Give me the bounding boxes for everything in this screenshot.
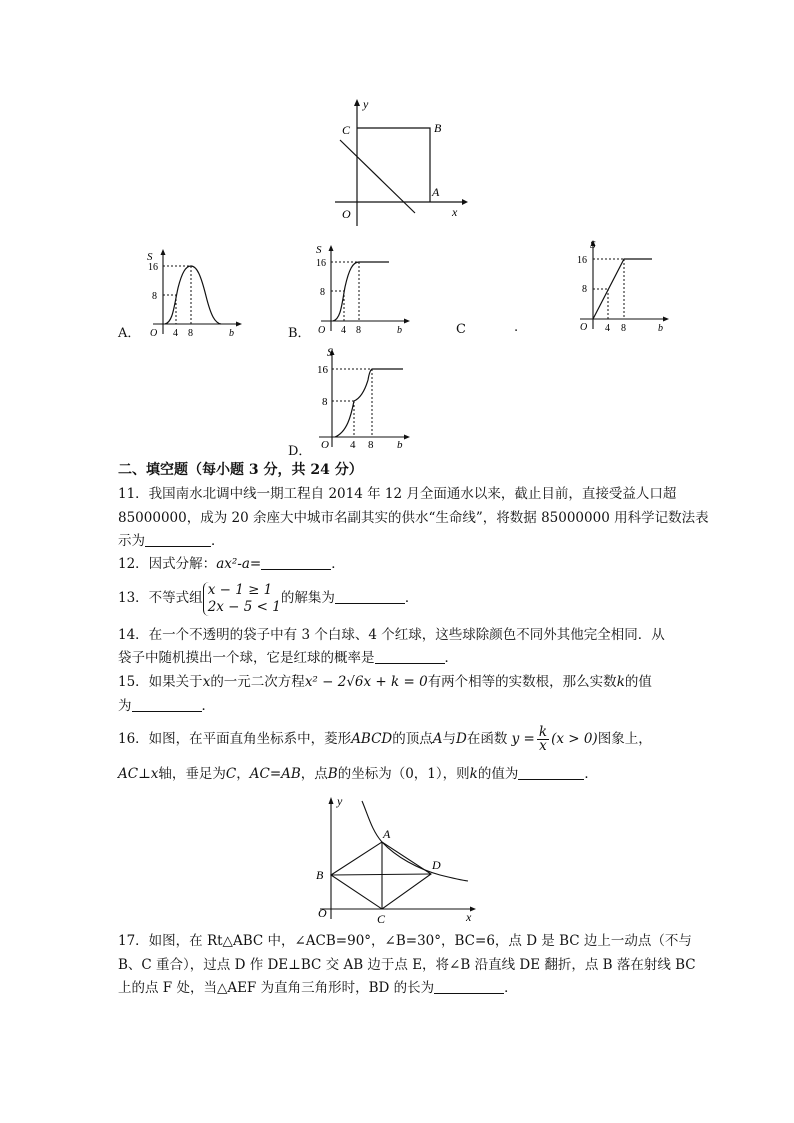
q16-func-y: y = — [511, 731, 535, 747]
top-point-c: C — [342, 123, 351, 137]
q16-l2d: ，点 — [300, 766, 328, 782]
q16-func-num: k — [538, 724, 548, 740]
fig16-a: A — [383, 827, 391, 841]
q15-l1c: 有两个相等的实数根，那么实数 — [427, 674, 617, 690]
q11-line3-text: 示为 — [118, 533, 145, 549]
q14-end: ． — [444, 650, 458, 666]
q11-answer-blank[interactable] — [145, 532, 211, 547]
q14-line2 — [118, 647, 688, 669]
opt-b-8x: 8 — [356, 325, 361, 336]
q15-answer-blank[interactable] — [132, 697, 202, 712]
opt-d-8: 8 — [322, 396, 328, 408]
q14-line2-text: 袋子中随机摸出一个球，它是红球的概率是 — [118, 650, 375, 666]
q17-line3-text: 上的点 F 处，当△AEF 为直角三角形时，BD 的长为 — [118, 980, 435, 996]
q16-line2 — [118, 763, 688, 785]
q16-a: A — [432, 731, 443, 747]
fig16-o: O — [318, 906, 327, 920]
q13-line — [118, 578, 688, 618]
q13-ineq1: x − 1 ≥ 1 — [207, 581, 273, 598]
q16-l2a: AC⊥x — [118, 766, 159, 782]
fig16-x: x — [466, 910, 472, 923]
q17-line3 — [118, 977, 688, 999]
option-a-letter[interactable]: A． — [118, 326, 141, 341]
q16-func-den: x — [539, 738, 547, 754]
top-point-a: A — [432, 185, 440, 199]
q12-line — [118, 553, 688, 575]
opt-b-s: S — [316, 244, 322, 256]
q13-suffix: 的解集为 — [280, 590, 335, 606]
q16-l1a: 16．如图，在平面直角坐标系中，菱形 — [118, 731, 352, 747]
q16-c: C — [225, 766, 237, 782]
opt-c-o: O — [580, 322, 588, 333]
q16-l1b: 的顶点 — [392, 731, 433, 747]
q17-answer-blank[interactable] — [434, 979, 504, 994]
opt-a-b: b — [229, 328, 234, 338]
opt-b-4: 4 — [341, 325, 346, 336]
q16-abcd: ABCD — [351, 731, 393, 747]
q15-equation: x² − 2√6x + k = 0 — [304, 674, 428, 690]
q17-end: ． — [504, 980, 518, 996]
top-figure — [330, 96, 470, 231]
opt-c-4: 4 — [605, 323, 610, 334]
q12-end: ． — [331, 556, 345, 572]
opt-c-b: b — [658, 323, 663, 334]
opt-d-4: 4 — [350, 439, 356, 451]
q16-end: ． — [584, 766, 598, 782]
opt-b-b: b — [397, 325, 402, 336]
opt-d-8x: 8 — [368, 439, 374, 451]
opt-a-4: 4 — [173, 328, 178, 338]
q15-l2: 为 — [118, 698, 132, 714]
option-d-letter[interactable]: D． — [288, 444, 312, 459]
option-c-letter[interactable]: C — [456, 322, 466, 337]
option-c-dot: . — [514, 320, 519, 335]
fig16-d: D — [432, 858, 441, 872]
q16-func-cond: (x > 0) — [551, 731, 598, 747]
q16-l2c: ， — [236, 766, 250, 782]
q17-line1: 17．如图，在 Rt△ABC 中，∠ACB=90°，∠B=30°，BC=6，点 D 是 BC 边上一动点（不与 — [118, 933, 692, 949]
opt-d-b: b — [397, 439, 403, 451]
opt-b-8: 8 — [320, 287, 325, 298]
q14-answer-blank[interactable] — [375, 649, 445, 664]
q11-line3 — [118, 530, 688, 552]
top-origin-label: O — [342, 207, 351, 221]
opt-d-16: 16 — [317, 364, 328, 376]
q14-line1: 14．在一个不透明的袋子中有 3 个白球、4 个红球，这些球除颜色不同外其他完全相同．从 — [118, 627, 665, 643]
opt-b-o: O — [318, 325, 326, 336]
q12-expr: ax²-a= — [216, 556, 262, 572]
option-b-graph[interactable] — [311, 241, 411, 336]
opt-a-o: O — [150, 328, 158, 338]
opt-c-s: S — [590, 239, 596, 251]
option-b-letter[interactable]: B． — [288, 326, 311, 341]
q15-line2 — [118, 695, 688, 717]
opt-c-8x: 8 — [621, 323, 626, 334]
opt-a-16: 16 — [148, 262, 158, 273]
q16-line1 — [118, 724, 688, 754]
top-y-label: y — [363, 97, 369, 111]
q16-l1d: 在函数 — [466, 731, 508, 747]
q11-line2: 85000000，成为 20 余座大中城市名副其实的供水“生命线”，将数据 85000000 用科学记数法表 — [118, 510, 709, 526]
q16-l2f: 的值为 — [477, 766, 519, 782]
opt-c-16: 16 — [577, 255, 587, 266]
q16-l2b: 轴，垂足为 — [158, 766, 226, 782]
q16-k: k — [469, 766, 478, 782]
fig16-y: y — [337, 794, 343, 808]
q13-answer-blank[interactable] — [335, 589, 405, 604]
option-d-graph[interactable] — [311, 342, 411, 452]
q16-fraction — [537, 726, 549, 753]
q13-end: ． — [404, 590, 419, 606]
q16-acab: AC=AB — [249, 766, 301, 782]
q15-l1d: 的值 — [624, 674, 652, 690]
q15-l1a: 15．如果关于 — [118, 674, 203, 690]
q15-line1 — [118, 671, 688, 693]
q16-answer-blank[interactable] — [518, 765, 584, 780]
top-point-b: B — [434, 121, 442, 135]
q11-end: ． — [211, 533, 225, 549]
opt-a-8: 8 — [152, 291, 157, 302]
q12-answer-blank[interactable] — [261, 555, 331, 570]
q17-line2: B、C 重合），过点 D 作 DE⊥BC 交 AB 边于点 E，将∠B 沿直线 DE 翻折，点 B 落在射线 BC — [118, 957, 696, 973]
q11-line1: 11．我国南水北调中线一期工程自 2014 年 12 月全面通水以来，截止目前，直接受益人口超 — [118, 486, 677, 502]
q16-l2e: 的坐标为（0，1），则 — [337, 766, 470, 782]
q16-b: B — [327, 766, 338, 782]
fig16-c: C — [377, 912, 386, 923]
q13-ineq2: 2x − 5 < 1 — [207, 598, 281, 615]
q16-l1e: 图象上， — [597, 731, 652, 747]
q15-var-x: x — [202, 674, 211, 690]
q15-var-k: k — [616, 674, 625, 690]
opt-a-s: S — [147, 251, 153, 263]
section-title: 二、填空题（每小题 3 分，共 24 分） — [118, 462, 363, 478]
q15-end: ． — [201, 698, 215, 714]
opt-d-o: O — [321, 439, 329, 451]
q13-system — [203, 582, 281, 616]
q16-l1c: 与 — [442, 731, 457, 747]
top-x-label: x — [452, 205, 458, 219]
q16-d: D — [456, 731, 467, 747]
opt-a-8x: 8 — [188, 328, 193, 338]
option-c-graph[interactable] — [572, 236, 672, 334]
q13-prefix: 13．不等式组 — [118, 590, 203, 606]
fig16-b: B — [316, 868, 324, 882]
option-a-graph[interactable] — [143, 246, 243, 338]
q12-prefix: 12．因式分解： — [118, 556, 217, 572]
q15-l1b: 的一元二次方程 — [210, 674, 305, 690]
rhombus-figure — [310, 793, 485, 923]
opt-b-16: 16 — [316, 258, 326, 269]
opt-d-s: S — [327, 345, 333, 359]
opt-c-8: 8 — [582, 284, 587, 295]
